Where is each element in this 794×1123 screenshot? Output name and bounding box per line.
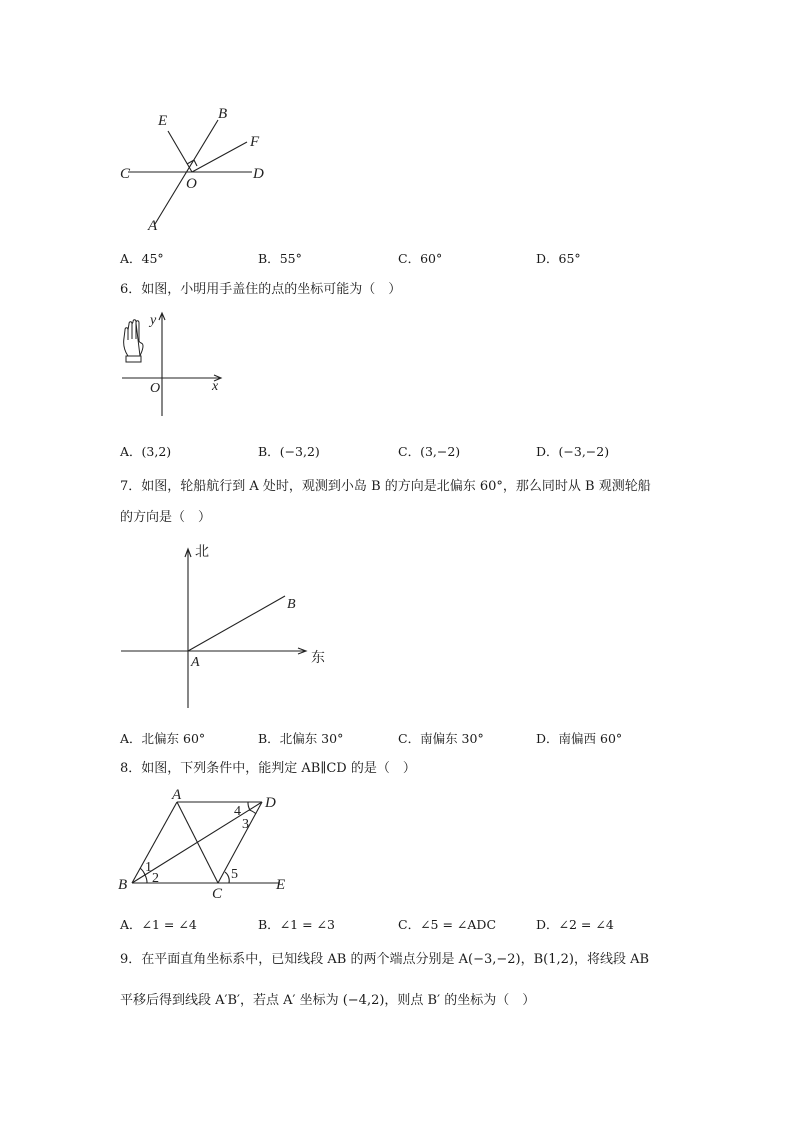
- option-c[interactable]: C．南偏东 30°: [398, 731, 484, 746]
- ray-OF: [192, 142, 247, 172]
- arc-2: [145, 875, 147, 883]
- origin-label: O: [150, 381, 161, 396]
- option-a[interactable]: A．∠1 = ∠4: [120, 917, 197, 932]
- q7-stem-line1: 7．如图，轮船航行到 A 处时，观测到小岛 B 的方向是北偏东 60°，那么同时从 B 观测轮船: [120, 479, 651, 494]
- label-D: D: [253, 166, 264, 182]
- label-E: E: [158, 113, 168, 129]
- option-b[interactable]: B．55°: [258, 251, 302, 266]
- angle-1: 1: [145, 860, 152, 875]
- label-C: C: [120, 166, 131, 182]
- label-D: D: [265, 795, 276, 811]
- q8-stem: 8．如图，下列条件中，能判定 AB∥CD 的是（ ）: [120, 761, 416, 776]
- option-a[interactable]: A．北偏东 60°: [120, 731, 206, 746]
- option-b[interactable]: B．∠1 = ∠3: [258, 917, 335, 932]
- q7-stem-line2: 的方向是（ ）: [120, 510, 212, 525]
- q6-figure: [110, 308, 240, 420]
- option-c[interactable]: C．(3,−2): [398, 444, 461, 459]
- option-c[interactable]: C．∠5 = ∠ADC: [398, 917, 497, 932]
- option-a[interactable]: A．(3,2): [120, 444, 172, 459]
- east-label: 东: [311, 650, 325, 666]
- q7-figure: [115, 538, 335, 713]
- label-O: O: [186, 176, 197, 192]
- label-B: B: [118, 877, 128, 893]
- label-B: B: [287, 597, 296, 612]
- angle-2: 2: [152, 871, 159, 886]
- label-A: A: [148, 218, 158, 234]
- option-c[interactable]: C．60°: [398, 251, 443, 266]
- q5-figure: [110, 100, 280, 240]
- ray-AB: [188, 596, 285, 651]
- option-d[interactable]: D．∠2 = ∠4: [536, 917, 614, 932]
- angle-3: 3: [242, 817, 249, 832]
- label-E: E: [276, 877, 286, 893]
- angle-5: 5: [231, 867, 238, 882]
- option-d[interactable]: D．南偏西 60°: [536, 731, 623, 746]
- north-label: 北: [195, 544, 209, 560]
- option-d[interactable]: D．65°: [536, 251, 581, 266]
- arc-3: [249, 810, 256, 814]
- option-b[interactable]: B．北偏东 30°: [258, 731, 344, 746]
- q8-figure: [112, 786, 302, 898]
- y-label: y: [150, 313, 157, 328]
- label-F: F: [250, 134, 260, 150]
- q9-stem-line1: 9．在平面直角坐标系中，已知线段 AB 的两个端点分别是 A(−3,−2)，B(1,2)，将线段 AB: [120, 952, 650, 967]
- arc-4: [248, 802, 250, 810]
- label-A: A: [191, 655, 200, 670]
- option-a[interactable]: A．45°: [120, 251, 164, 266]
- label-A: A: [172, 787, 182, 803]
- option-b[interactable]: B．(−3,2): [258, 444, 320, 459]
- option-d[interactable]: D．(−3,−2): [536, 444, 610, 459]
- q6-stem: 6．如图，小明用手盖住的点的坐标可能为（ ）: [120, 282, 402, 297]
- angle-4: 4: [234, 804, 241, 819]
- label-B: B: [218, 106, 228, 122]
- hand-icon: [124, 320, 143, 362]
- arc-5: [225, 872, 229, 883]
- q9-stem-line2: 平移后得到线段 A′B′，若点 A′ 坐标为 (−4,2)，则点 B′ 的坐标为（ ）: [120, 993, 536, 1008]
- x-label: x: [212, 379, 219, 394]
- ray-OE: [168, 131, 192, 172]
- label-C: C: [212, 886, 223, 898]
